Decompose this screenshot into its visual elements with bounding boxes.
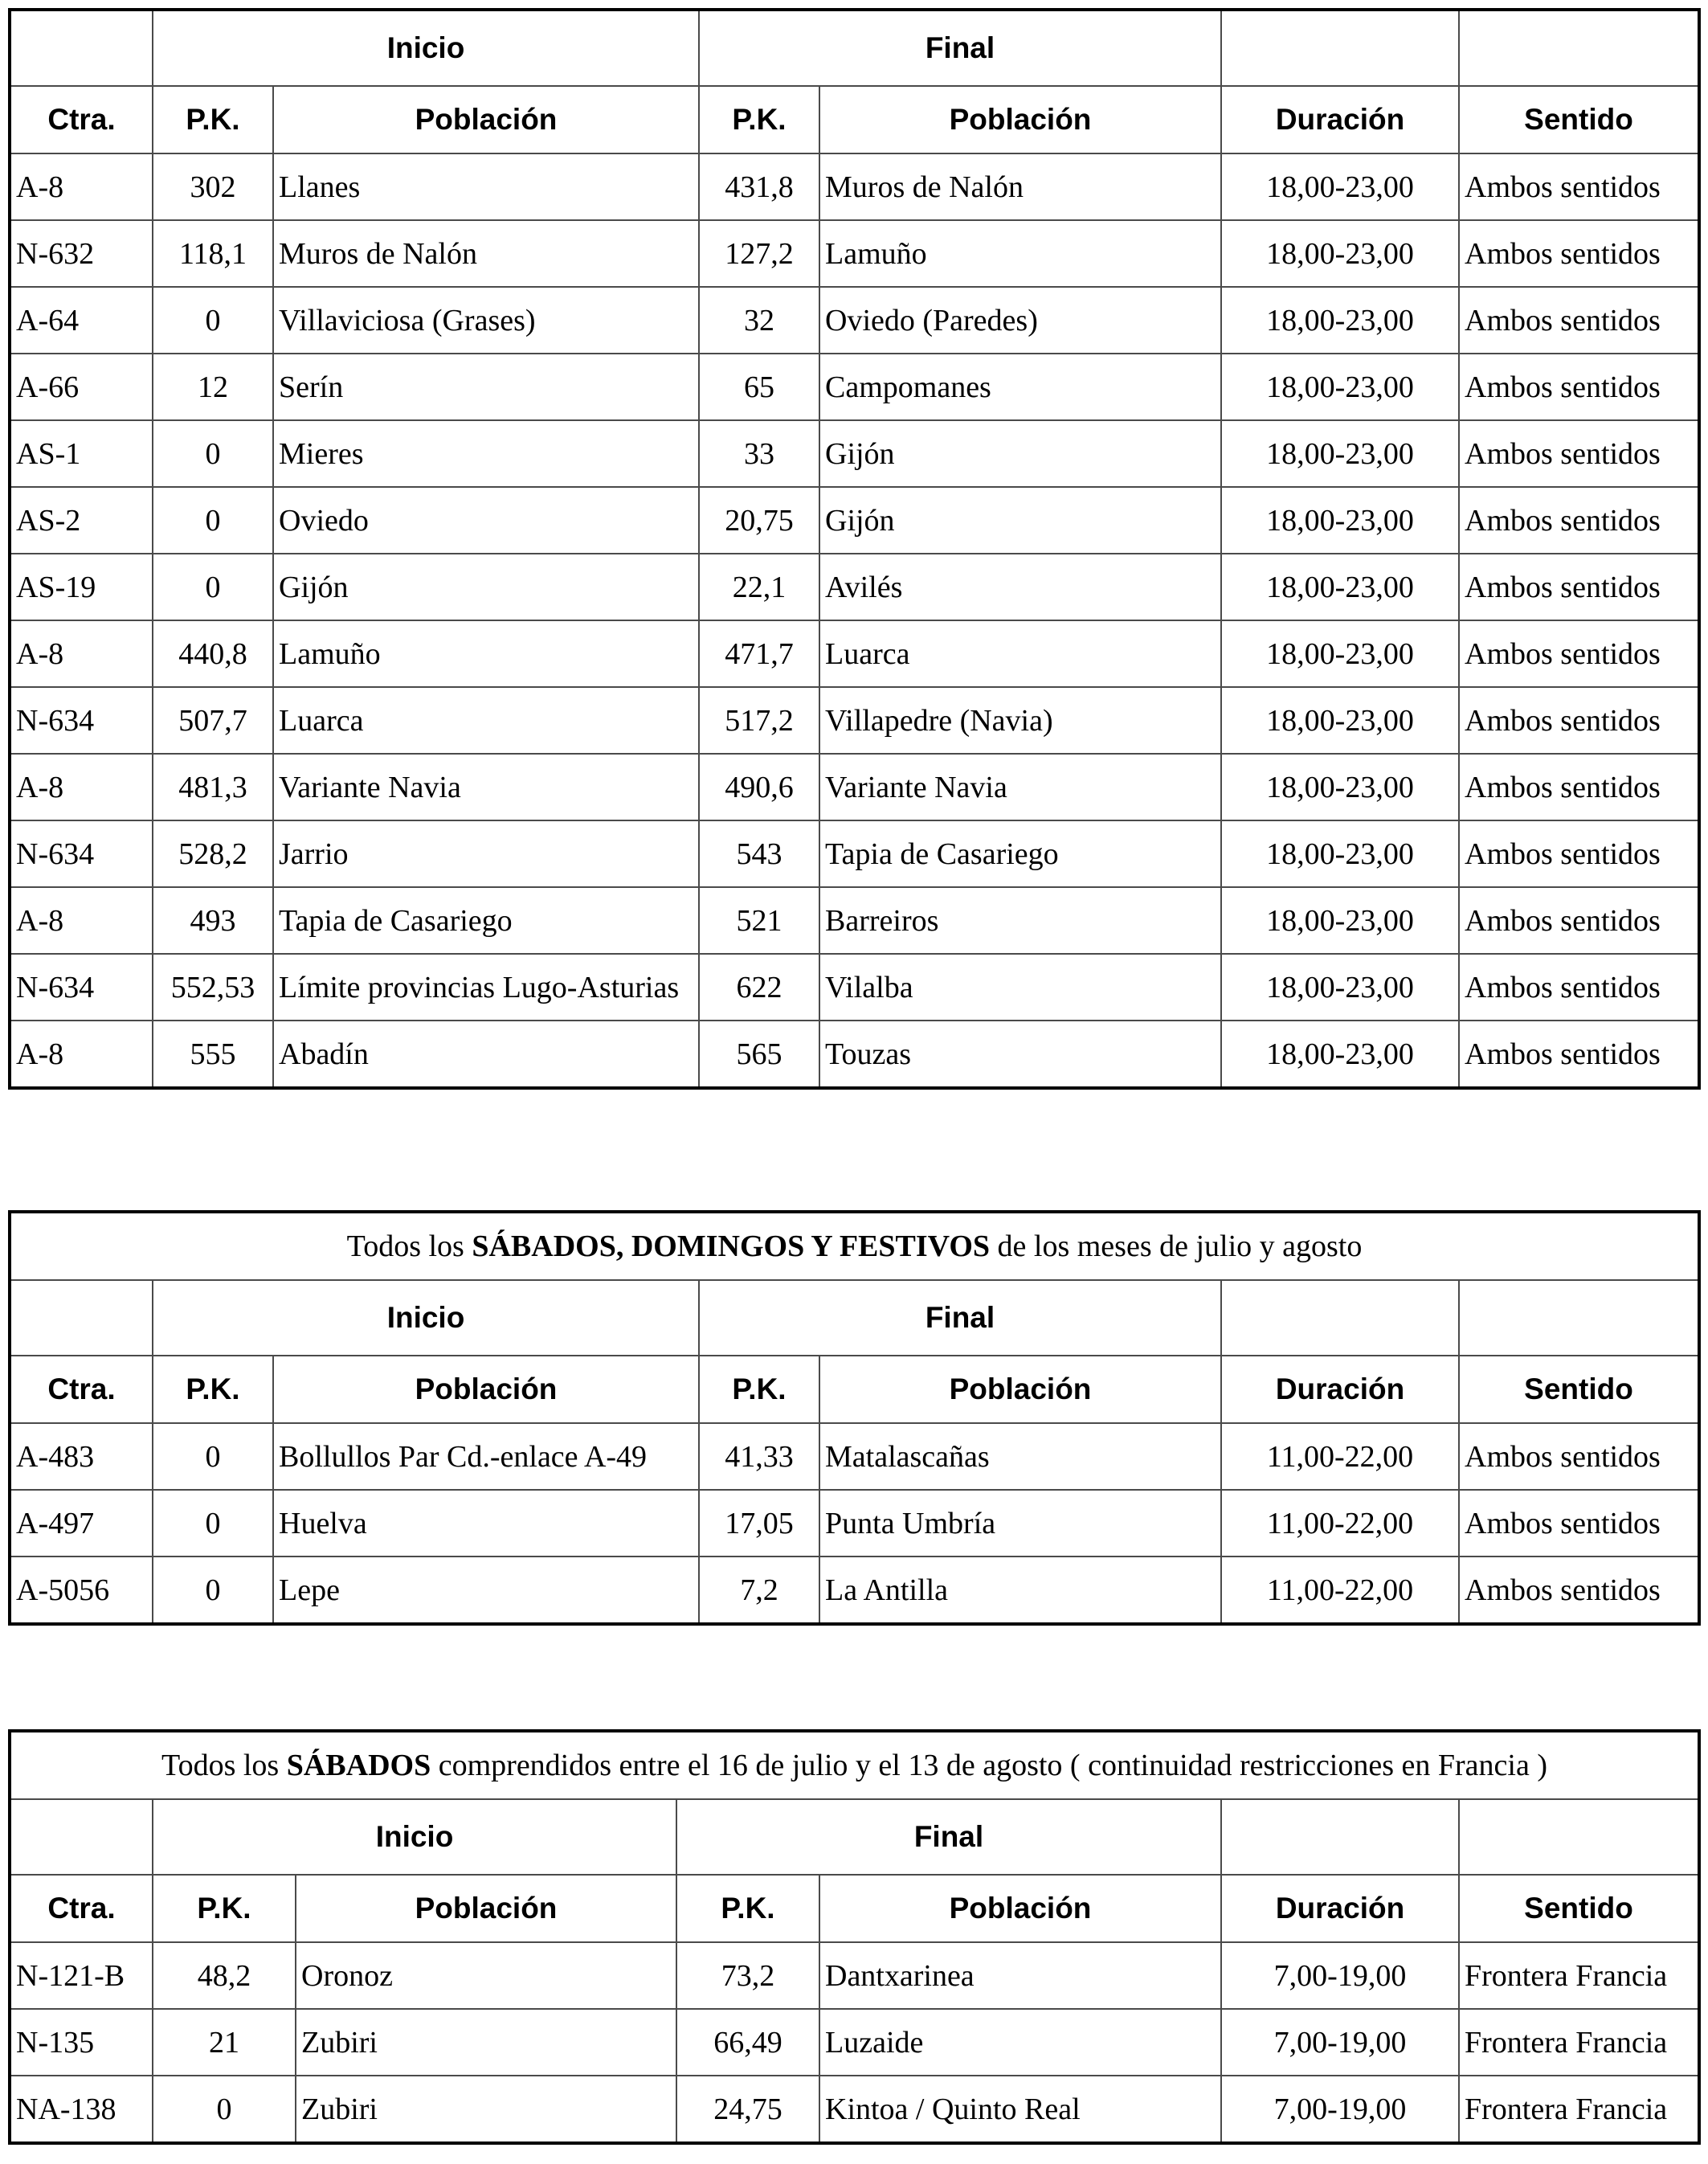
poblacion-start-cell: Lepe <box>273 1557 699 1624</box>
pk-end-cell: 7,2 <box>699 1557 819 1624</box>
sentido-cell: Ambos sentidos <box>1459 354 1699 420</box>
duracion-cell: 18,00-23,00 <box>1221 420 1459 487</box>
road-cell: N-634 <box>10 687 153 754</box>
column-header-row <box>10 1356 1699 1423</box>
pk-end-cell: 24,75 <box>676 2076 819 2143</box>
duracion-header: Duración <box>1221 86 1459 153</box>
duracion-cell: 18,00-23,00 <box>1221 487 1459 554</box>
table-row <box>10 153 1699 220</box>
pk-end-cell: 517,2 <box>699 687 819 754</box>
road-cell: N-121-B <box>10 1942 153 2009</box>
table-2-caption <box>10 1212 1699 1280</box>
pk-end-cell: 66,49 <box>676 2009 819 2076</box>
caption-row <box>10 1731 1699 1799</box>
sentido-cell: Ambos sentidos <box>1459 1557 1699 1624</box>
pk-start-cell: 0 <box>153 487 273 554</box>
pk-end-cell: 65 <box>699 354 819 420</box>
poblacion-start-cell: Gijón <box>273 554 699 620</box>
duracion-cell: 18,00-23,00 <box>1221 220 1459 287</box>
sentido-cell: Ambos sentidos <box>1459 420 1699 487</box>
pk-end-cell: 127,2 <box>699 220 819 287</box>
road-cell: AS-19 <box>10 554 153 620</box>
pk-end-cell: 543 <box>699 820 819 887</box>
poblacion-end-cell: Villapedre (Navia) <box>819 687 1221 754</box>
table-row <box>10 1021 1699 1088</box>
pk-end-cell: 490,6 <box>699 754 819 820</box>
road-cell: NA-138 <box>10 2076 153 2143</box>
poblacion-end-cell: Luarca <box>819 620 1221 687</box>
restrictions-table-3 <box>8 1729 1701 2145</box>
caption-text: comprendidos entre el 16 de julio y el 13 de agosto ( continuidad restricciones en Francia ) <box>431 1749 1547 1782</box>
empty-header-cell <box>1459 10 1699 86</box>
poblacion-end-cell: Luzaide <box>819 2009 1221 2076</box>
poblacion-end-cell: La Antilla <box>819 1557 1221 1624</box>
poblacion-start-cell: Zubiri <box>296 2009 676 2076</box>
pk-start-cell: 0 <box>153 1423 273 1490</box>
table-row <box>10 1942 1699 2009</box>
table-row <box>10 220 1699 287</box>
poblacion-end-cell: Avilés <box>819 554 1221 620</box>
table-row <box>10 887 1699 954</box>
pk-start-header: P.K. <box>153 1875 296 1942</box>
table-row <box>10 487 1699 554</box>
pk-start-cell: 12 <box>153 354 273 420</box>
sentido-cell: Ambos sentidos <box>1459 1490 1699 1557</box>
poblacion-end-header: Población <box>819 86 1221 153</box>
group-header-row <box>10 10 1699 86</box>
poblacion-start-header: Población <box>296 1875 676 1942</box>
group-header-row <box>10 1799 1699 1875</box>
poblacion-end-cell: Vilalba <box>819 954 1221 1021</box>
sentido-cell: Ambos sentidos <box>1459 220 1699 287</box>
poblacion-end-cell: Dantxarinea <box>819 1942 1221 2009</box>
sentido-header: Sentido <box>1459 1356 1699 1423</box>
pk-end-header: P.K. <box>676 1875 819 1942</box>
table-row <box>10 354 1699 420</box>
final-header: Final <box>699 10 1221 86</box>
poblacion-start-cell: Oronoz <box>296 1942 676 2009</box>
empty-header-cell <box>10 1799 153 1875</box>
poblacion-end-cell: Campomanes <box>819 354 1221 420</box>
duracion-cell: 18,00-23,00 <box>1221 954 1459 1021</box>
poblacion-start-cell: Jarrio <box>273 820 699 887</box>
sentido-cell: Ambos sentidos <box>1459 153 1699 220</box>
poblacion-end-cell: Touzas <box>819 1021 1221 1088</box>
duracion-cell: 18,00-23,00 <box>1221 153 1459 220</box>
pk-start-cell: 302 <box>153 153 273 220</box>
poblacion-start-cell: Bollullos Par Cd.-enlace A-49 <box>273 1423 699 1490</box>
road-cell: A-5056 <box>10 1557 153 1624</box>
poblacion-start-header: Población <box>273 1356 699 1423</box>
pk-start-header: P.K. <box>153 1356 273 1423</box>
poblacion-start-cell: Luarca <box>273 687 699 754</box>
pk-end-cell: 20,75 <box>699 487 819 554</box>
pk-start-cell: 507,7 <box>153 687 273 754</box>
pk-end-cell: 17,05 <box>699 1490 819 1557</box>
column-header-row <box>10 86 1699 153</box>
table-row <box>10 420 1699 487</box>
duracion-cell: 18,00-23,00 <box>1221 354 1459 420</box>
sentido-cell: Ambos sentidos <box>1459 554 1699 620</box>
pk-end-cell: 22,1 <box>699 554 819 620</box>
duracion-cell: 11,00-22,00 <box>1221 1490 1459 1557</box>
pk-start-cell: 0 <box>153 2076 296 2143</box>
pk-start-cell: 481,3 <box>153 754 273 820</box>
pk-end-cell: 32 <box>699 287 819 354</box>
pk-end-header: P.K. <box>699 1356 819 1423</box>
poblacion-end-cell: Kintoa / Quinto Real <box>819 2076 1221 2143</box>
table-row <box>10 820 1699 887</box>
road-cell: A-8 <box>10 1021 153 1088</box>
group-header-row <box>10 1280 1699 1356</box>
pk-end-cell: 73,2 <box>676 1942 819 2009</box>
table-2-body <box>10 1212 1699 1624</box>
inicio-header: Inicio <box>153 1799 676 1875</box>
table-row <box>10 2009 1699 2076</box>
pk-start-cell: 552,53 <box>153 954 273 1021</box>
table-row <box>10 954 1699 1021</box>
caption-text: Todos los <box>161 1749 287 1782</box>
sentido-cell: Frontera Francia <box>1459 2009 1699 2076</box>
road-cell: N-634 <box>10 954 153 1021</box>
ctra-header: Ctra. <box>10 1875 153 1942</box>
pk-end-header: P.K. <box>699 86 819 153</box>
road-cell: N-135 <box>10 2009 153 2076</box>
empty-header-cell <box>1221 10 1459 86</box>
final-header: Final <box>676 1799 1221 1875</box>
pk-start-cell: 0 <box>153 1557 273 1624</box>
duracion-cell: 18,00-23,00 <box>1221 554 1459 620</box>
poblacion-start-cell: Villaviciosa (Grases) <box>273 287 699 354</box>
table-row <box>10 287 1699 354</box>
poblacion-end-cell: Variante Navia <box>819 754 1221 820</box>
pk-start-cell: 0 <box>153 287 273 354</box>
road-cell: A-8 <box>10 754 153 820</box>
sentido-cell: Frontera Francia <box>1459 1942 1699 2009</box>
sentido-cell: Frontera Francia <box>1459 2076 1699 2143</box>
duracion-cell: 18,00-23,00 <box>1221 887 1459 954</box>
sentido-cell: Ambos sentidos <box>1459 687 1699 754</box>
ctra-header: Ctra. <box>10 1356 153 1423</box>
sentido-cell: Ambos sentidos <box>1459 954 1699 1021</box>
restrictions-table-1 <box>8 8 1701 1090</box>
poblacion-start-cell: Abadín <box>273 1021 699 1088</box>
road-cell: A-497 <box>10 1490 153 1557</box>
poblacion-start-cell: Huelva <box>273 1490 699 1557</box>
road-cell: A-66 <box>10 354 153 420</box>
ctra-header: Ctra. <box>10 86 153 153</box>
sentido-header: Sentido <box>1459 1875 1699 1942</box>
poblacion-end-cell: Gijón <box>819 487 1221 554</box>
restrictions-table-2 <box>8 1210 1701 1626</box>
duracion-cell: 18,00-23,00 <box>1221 820 1459 887</box>
pk-start-cell: 0 <box>153 1490 273 1557</box>
road-cell: AS-2 <box>10 487 153 554</box>
road-cell: A-64 <box>10 287 153 354</box>
caption-bold-text: SÁBADOS <box>286 1749 431 1782</box>
inicio-header: Inicio <box>153 10 699 86</box>
road-cell: A-8 <box>10 887 153 954</box>
pk-end-cell: 41,33 <box>699 1423 819 1490</box>
pk-end-cell: 471,7 <box>699 620 819 687</box>
poblacion-start-cell: Llanes <box>273 153 699 220</box>
poblacion-end-cell: Oviedo (Paredes) <box>819 287 1221 354</box>
poblacion-start-cell: Mieres <box>273 420 699 487</box>
duracion-cell: 18,00-23,00 <box>1221 754 1459 820</box>
table-row <box>10 2076 1699 2143</box>
sentido-cell: Ambos sentidos <box>1459 1423 1699 1490</box>
pk-start-cell: 440,8 <box>153 620 273 687</box>
poblacion-end-cell: Gijón <box>819 420 1221 487</box>
poblacion-end-header: Población <box>819 1356 1221 1423</box>
empty-header-cell <box>10 1280 153 1356</box>
duracion-cell: 7,00-19,00 <box>1221 1942 1459 2009</box>
table-row <box>10 554 1699 620</box>
duracion-header: Duración <box>1221 1356 1459 1423</box>
pk-end-cell: 521 <box>699 887 819 954</box>
poblacion-start-cell: Límite provincias Lugo-Asturias <box>273 954 699 1021</box>
road-cell: N-632 <box>10 220 153 287</box>
pk-start-cell: 528,2 <box>153 820 273 887</box>
column-header-row <box>10 1875 1699 1942</box>
duracion-cell: 18,00-23,00 <box>1221 620 1459 687</box>
sentido-cell: Ambos sentidos <box>1459 820 1699 887</box>
road-cell: A-483 <box>10 1423 153 1490</box>
poblacion-end-cell: Lamuño <box>819 220 1221 287</box>
caption-text: de los meses de julio y agosto <box>990 1229 1363 1263</box>
caption-bold-text: SÁBADOS, DOMINGOS Y FESTIVOS <box>472 1229 991 1263</box>
duracion-cell: 18,00-23,00 <box>1221 287 1459 354</box>
sentido-cell: Ambos sentidos <box>1459 754 1699 820</box>
poblacion-start-cell: Muros de Nalón <box>273 220 699 287</box>
inicio-header: Inicio <box>153 1280 699 1356</box>
pk-end-cell: 565 <box>699 1021 819 1088</box>
pk-start-cell: 48,2 <box>153 1942 296 2009</box>
poblacion-end-cell: Matalascañas <box>819 1423 1221 1490</box>
table-3-body <box>10 1731 1699 2143</box>
caption-row <box>10 1212 1699 1280</box>
pk-start-cell: 555 <box>153 1021 273 1088</box>
sentido-header: Sentido <box>1459 86 1699 153</box>
poblacion-start-header: Población <box>273 86 699 153</box>
sentido-cell: Ambos sentidos <box>1459 620 1699 687</box>
duracion-cell: 11,00-22,00 <box>1221 1423 1459 1490</box>
empty-header-cell <box>10 10 153 86</box>
caption-text: Todos los <box>346 1229 472 1263</box>
pk-start-header: P.K. <box>153 86 273 153</box>
table-3-caption <box>10 1731 1699 1799</box>
empty-header-cell <box>1221 1280 1459 1356</box>
table-row <box>10 620 1699 687</box>
pk-start-cell: 118,1 <box>153 220 273 287</box>
poblacion-start-cell: Serín <box>273 354 699 420</box>
pk-start-cell: 0 <box>153 420 273 487</box>
road-cell: N-634 <box>10 820 153 887</box>
duracion-header: Duración <box>1221 1875 1459 1942</box>
poblacion-end-cell: Punta Umbría <box>819 1490 1221 1557</box>
poblacion-end-header: Población <box>819 1875 1221 1942</box>
pk-end-cell: 431,8 <box>699 153 819 220</box>
empty-header-cell <box>1459 1799 1699 1875</box>
table-1-body <box>10 10 1699 1088</box>
sentido-cell: Ambos sentidos <box>1459 887 1699 954</box>
poblacion-start-cell: Tapia de Casariego <box>273 887 699 954</box>
duracion-cell: 18,00-23,00 <box>1221 687 1459 754</box>
duracion-cell: 11,00-22,00 <box>1221 1557 1459 1624</box>
poblacion-end-cell: Barreiros <box>819 887 1221 954</box>
poblacion-start-cell: Zubiri <box>296 2076 676 2143</box>
duracion-cell: 7,00-19,00 <box>1221 2076 1459 2143</box>
road-cell: A-8 <box>10 153 153 220</box>
poblacion-end-cell: Tapia de Casariego <box>819 820 1221 887</box>
table-row <box>10 754 1699 820</box>
table-row <box>10 1423 1699 1490</box>
poblacion-start-cell: Lamuño <box>273 620 699 687</box>
pk-start-cell: 493 <box>153 887 273 954</box>
pk-start-cell: 0 <box>153 554 273 620</box>
table-row <box>10 1490 1699 1557</box>
poblacion-end-cell: Muros de Nalón <box>819 153 1221 220</box>
empty-header-cell <box>1459 1280 1699 1356</box>
sentido-cell: Ambos sentidos <box>1459 287 1699 354</box>
table-row <box>10 1557 1699 1624</box>
pk-end-cell: 33 <box>699 420 819 487</box>
road-cell: A-8 <box>10 620 153 687</box>
duracion-cell: 18,00-23,00 <box>1221 1021 1459 1088</box>
sentido-cell: Ambos sentidos <box>1459 487 1699 554</box>
poblacion-start-cell: Oviedo <box>273 487 699 554</box>
final-header: Final <box>699 1280 1221 1356</box>
road-cell: AS-1 <box>10 420 153 487</box>
duracion-cell: 7,00-19,00 <box>1221 2009 1459 2076</box>
pk-start-cell: 21 <box>153 2009 296 2076</box>
table-row <box>10 687 1699 754</box>
pk-end-cell: 622 <box>699 954 819 1021</box>
empty-header-cell <box>1221 1799 1459 1875</box>
poblacion-start-cell: Variante Navia <box>273 754 699 820</box>
sentido-cell: Ambos sentidos <box>1459 1021 1699 1088</box>
